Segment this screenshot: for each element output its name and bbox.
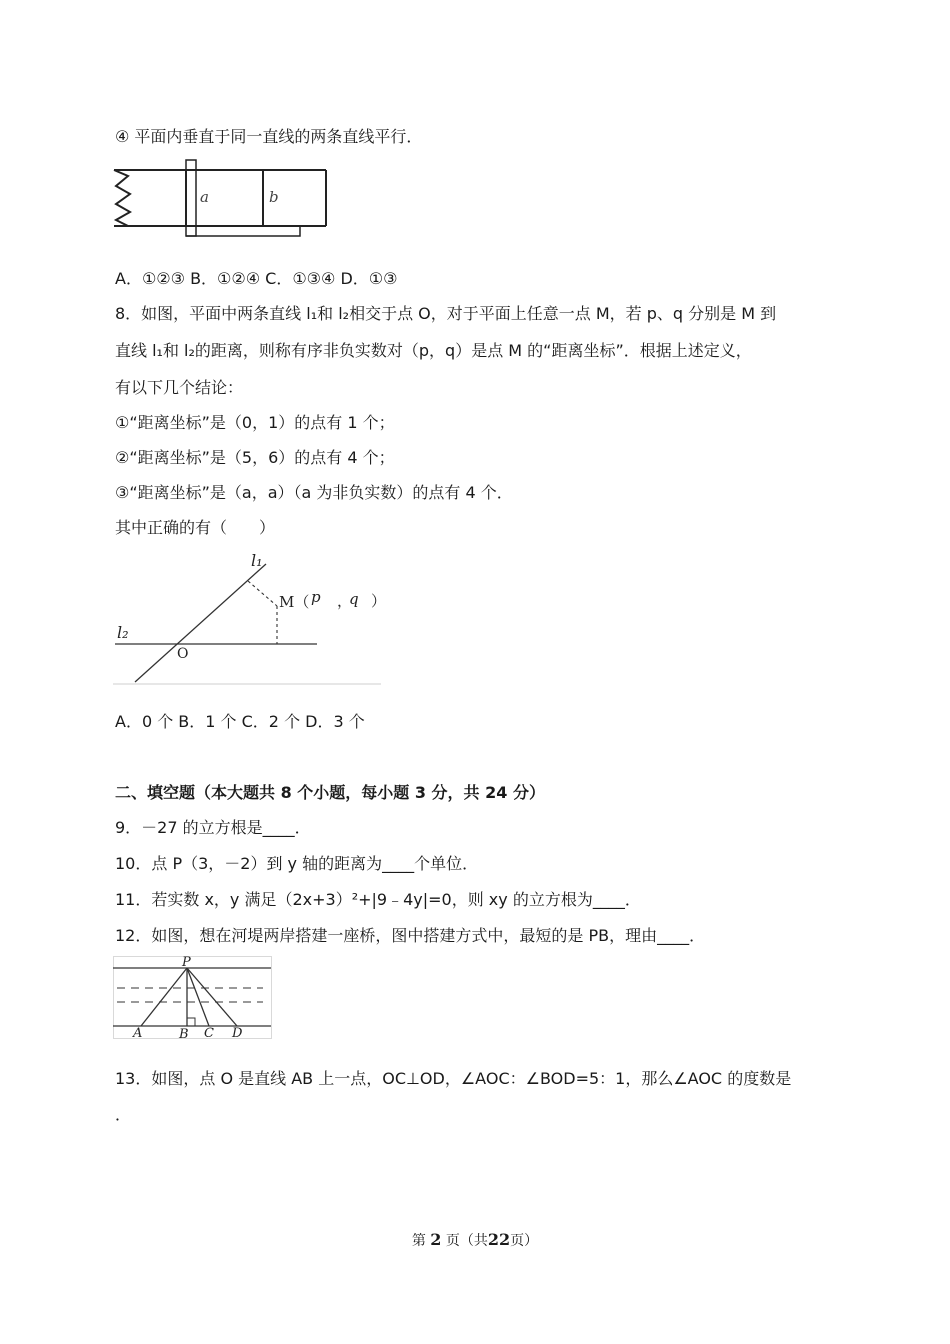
q7-figure [114, 158, 329, 240]
label-comma: ， [337, 592, 353, 610]
label-P: P [182, 955, 191, 970]
q10: 10．点 P（3，－2）到 y 轴的距离为____个单位． [115, 854, 479, 873]
right-angle-mark [187, 1018, 195, 1026]
set-square-base [186, 226, 300, 236]
footer-prefix: 第 [411, 1233, 426, 1249]
q8-item-2: ②“距离坐标”是（5，6）的点有 4 个； [115, 448, 395, 467]
segment-PD [187, 968, 237, 1026]
section-2-heading: 二、填空题（本大题共 8 个小题，每小题 3 分，共 24 分） [115, 783, 545, 802]
label-A: A [133, 1026, 143, 1041]
label-close-paren: ） [371, 592, 387, 610]
q9: 9．－27 的立方根是____． [115, 818, 311, 837]
q8-line-2: 直线 l₁和 l₂的距离，则称有序非负实数对（p，q）是点 M 的“距离坐标”．根据上述定义， [115, 341, 752, 360]
q8-line-1: 8．如图，平面中两条直线 l₁和 l₂相交于点 O，对于平面上任意一点 M，若 p、q 分别是 M 到 [115, 304, 777, 323]
q7-options: A．①②③ B．①②④ C．①③④ D．①③ [115, 269, 398, 288]
set-square-leg [186, 160, 196, 236]
q13-line-1: 13．如图，点 O 是直线 AB 上一点，OC⊥OD，∠AOC：∠BOD=5：1，那么∠AOC 的度数是 [115, 1069, 792, 1088]
label-O: O [177, 646, 189, 662]
q8-figure [113, 548, 387, 686]
q11: 11．若实数 x，y 满足（2x+3）²+|9﹣4y|=0，则 xy 的立方根为____． [115, 890, 641, 909]
label-a: a [200, 188, 209, 206]
label-M: M（ [279, 593, 310, 611]
segment-PA [141, 968, 187, 1026]
segment-PC [187, 968, 209, 1026]
page-footer [0, 1230, 950, 1250]
footer-total-pages: 22 [487, 1230, 511, 1249]
label-l2: l₂ [117, 623, 129, 642]
q13-line-2: ． [115, 1105, 132, 1124]
q8-line-3: 有以下几个结论： [115, 378, 244, 397]
line-l1 [135, 564, 266, 682]
bridge-diagram [113, 956, 273, 1040]
label-D: D [232, 1026, 243, 1041]
label-C: C [204, 1026, 214, 1041]
label-b: b [269, 188, 279, 206]
q8-item-1: ①“距离坐标”是（0，1）的点有 1 个； [115, 413, 395, 432]
label-p: p [311, 588, 321, 606]
q7-statement-4: ④ 平面内垂直于同一直线的两条直线平行． [115, 127, 423, 146]
ruler-setsquare-diagram [114, 158, 329, 240]
footer-mid: 页（共 [445, 1233, 488, 1249]
q12-text: 12．如图，想在河堤两岸搭建一座桥，图中搭建方式中，最短的是 PB，理由____． [115, 926, 706, 945]
zigzag-break [114, 170, 130, 226]
label-B: B [179, 1027, 189, 1042]
q12-figure [113, 956, 273, 1040]
label-l1: l₁ [251, 551, 263, 570]
label-q: q [349, 590, 359, 608]
q8-item-3: ③“距离坐标”是（a，a）（a 为非负实数）的点有 4 个． [115, 483, 513, 502]
footer-suffix: 页） [510, 1233, 539, 1249]
distance-coordinate-diagram [113, 548, 387, 686]
footer-page-number: 2 [430, 1230, 442, 1249]
q8-question: 其中正确的有（ ） [115, 518, 276, 537]
q8-options: A．0 个 B．1 个 C．2 个 D．3 个 [115, 712, 365, 731]
perpendicular-to-l1 [248, 581, 277, 606]
